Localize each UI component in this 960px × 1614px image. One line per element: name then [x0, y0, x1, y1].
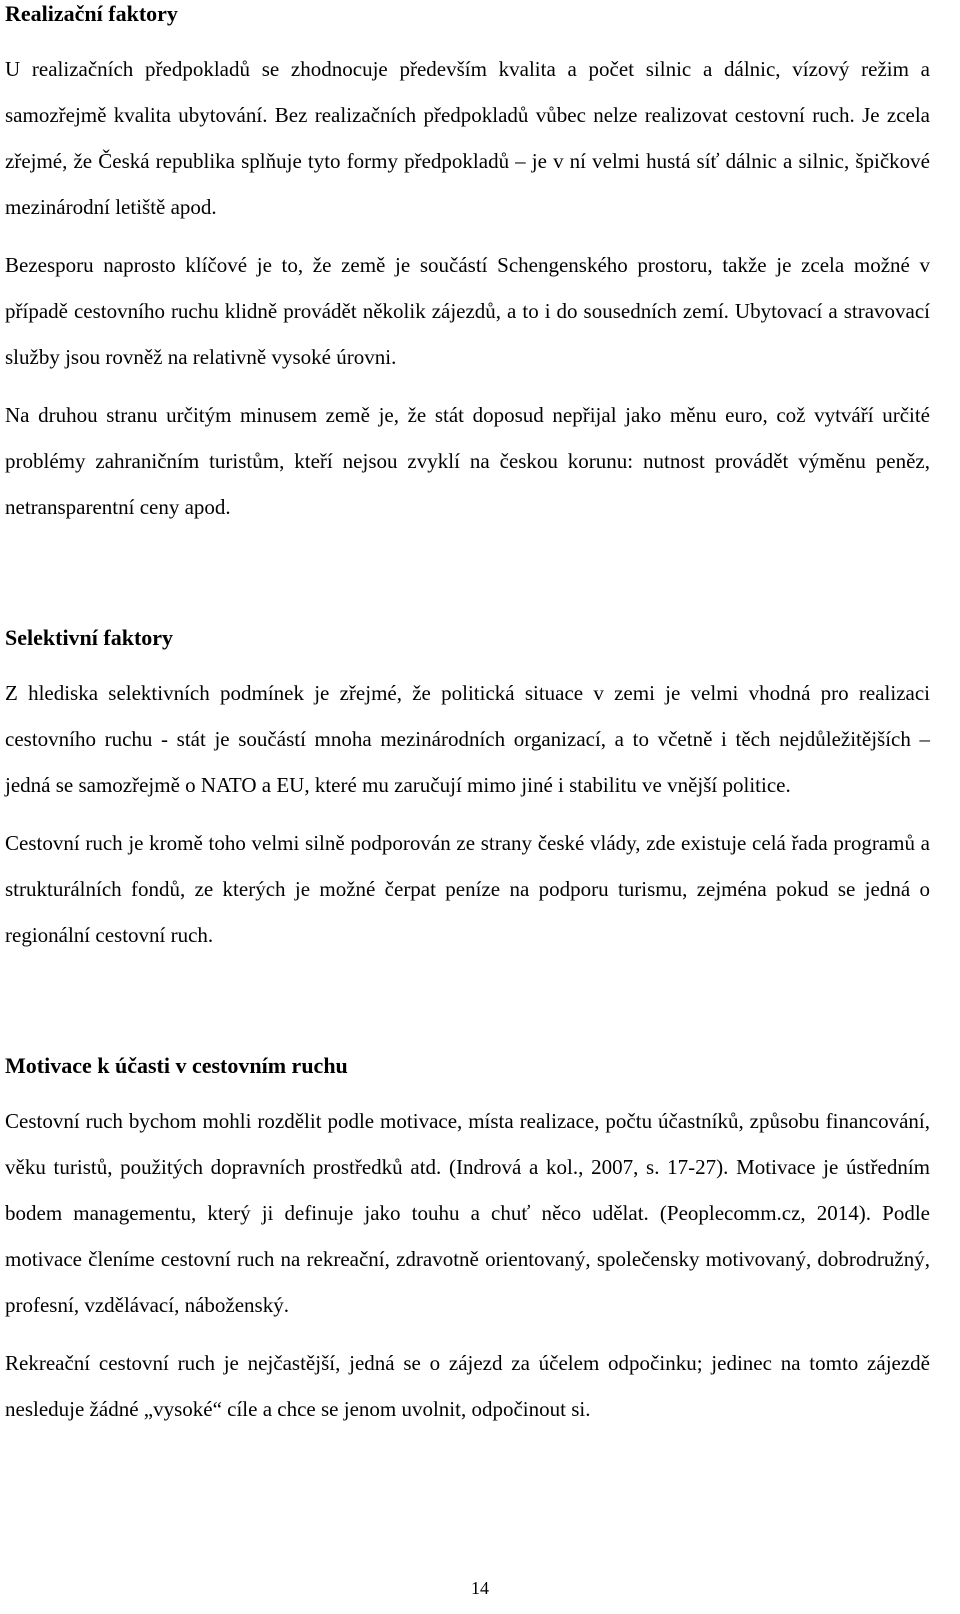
paragraph-realizacni-3: Na druhou stranu určitým minusem země je, že stát doposud nepřijal jako měnu euro, což vytváří určité problémy zahraničním turistům, kteří nejsou zvyklí na českou korunu: nutnost provádět výměnu peněz, netransparentní ceny apod. — [5, 403, 930, 519]
paragraph-selektivni-2: Cestovní ruch je kromě toho velmi silně podporován ze strany české vlády, zde existuje celá řada programů a strukturálních fondů, ze kterých je možné čerpat peníze na podporu turismu, zejména pokud se jedná o regionální cestovní ruch. — [5, 831, 930, 947]
paragraph-realizacni-2: Bezesporu naprosto klíčové je to, že země je součástí Schengenského prostoru, takže je zcela možné v případě cestovního ruchu klidně provádět několik zájezdů, a to i do sousedních zemí. Ubytovací a stravovací služby jsou rovněž na relativně vysoké úrovni. — [5, 253, 930, 369]
section-heading-selektivni-faktory: Selektivní faktory — [5, 625, 174, 650]
page-number: 14 — [471, 1578, 489, 1598]
document-page — [5, 0, 930, 1432]
paragraph-realizacni-1: U realizačních předpokladů se zhodnocuje především kvalita a počet silnic a dálnic, vízový režim a samozřejmě kvalita ubytování. Bez realizačních předpokladů vůbec nelze realizovat cestovní ruch. Je zcela zřejmé, že Česká republika splňuje tyto formy předpokladů – je v ní velmi hustá síť dálnic a silnic, špičkové mezinárodní letiště apod. — [5, 57, 930, 219]
section-heading-motivace: Motivace k účasti v cestovním ruchu — [5, 1053, 348, 1078]
section-heading-realizacni-faktory: Realizační faktory — [5, 1, 178, 26]
paragraph-motivace-2: Rekreační cestovní ruch je nejčastější, jedná se o zájezd za účelem odpočinku; jedinec na tomto zájezdě nesleduje žádné „vysoké“ cíle a chce se jenom uvolnit, odpočinout si. — [5, 1351, 930, 1421]
paragraph-motivace-1: Cestovní ruch bychom mohli rozdělit podle motivace, místa realizace, počtu účastníků, způsobu financování, věku turistů, použitých dopravních prostředků atd. (Indrová a kol., 2007, s. 17-27). Motivace je ústředním bodem managementu, který ji definuje jako touhu a chuť něco udělat. (Peoplecomm.cz, 2014). Podle motivace členíme cestovní ruch na rekreační, zdravotně orientovaný, společensky motivovaný, dobrodružný, profesní, vzdělávací, náboženský. — [5, 1109, 930, 1317]
paragraph-selektivni-1: Z hlediska selektivních podmínek je zřejmé, že politická situace v zemi je velmi vhodná pro realizaci cestovního ruchu - stát je součástí mnoha mezinárodních organizací, a to včetně i těch nejdůležitějších – jedná se samozřejmě o NATO a EU, které mu zaručují mimo jiné i stabilitu ve vnější politice. — [5, 681, 930, 797]
